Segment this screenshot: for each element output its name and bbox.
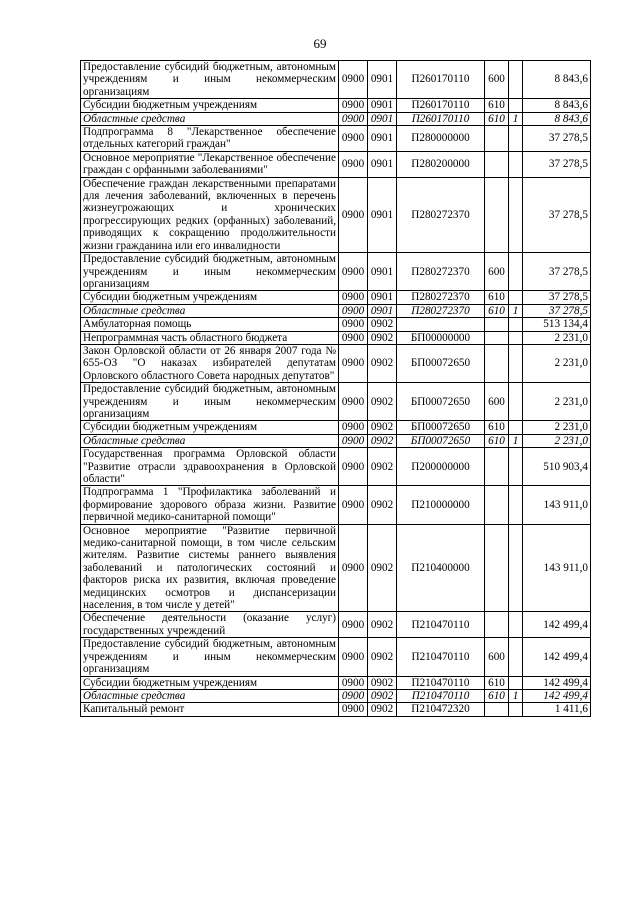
row-target-code-cell: П280272370 (397, 177, 485, 252)
row-section-cell: 0902 (368, 383, 397, 421)
row-amount-cell: 510 903,4 (523, 448, 591, 486)
row-section-cell: 0902 (368, 703, 397, 716)
row-amount-cell: 37 278,5 (523, 253, 591, 291)
row-name-cell: Субсидии бюджетным учреждениям (81, 676, 339, 689)
row-ved-cell: 0900 (339, 703, 368, 716)
row-name-cell: Закон Орловской области от 26 января 2007 года № 655-ОЗ "О наказах избирателей депутатам Орловского областного Совета народных депутатов" (81, 344, 339, 382)
row-target-code-cell: П280272370 (397, 253, 485, 291)
row-ved-cell: 0900 (339, 434, 368, 447)
row-source-cell: 1 (509, 304, 523, 317)
table-row (81, 291, 591, 304)
row-ved-cell: 0900 (339, 676, 368, 689)
row-amount-cell: 513 134,4 (523, 318, 591, 331)
table-row (81, 304, 591, 317)
row-target-code-cell: П210000000 (397, 486, 485, 524)
row-name-cell: Государственная программа Орловской области "Развитие отрасли здравоохранения в Орловской области" (81, 448, 339, 486)
row-name-cell: Предоставление субсидий бюджетным, автономным учреждениям и иным некоммерческим организациям (81, 61, 339, 99)
table-row (81, 486, 591, 524)
row-name-cell: Субсидии бюджетным учреждениям (81, 99, 339, 112)
row-name-cell: Непрограммная часть областного бюджета (81, 331, 339, 344)
row-name-cell: Предоставление субсидий бюджетным, автономным учреждениям и иным некоммерческим организациям (81, 253, 339, 291)
row-expense-type-cell (485, 344, 509, 382)
row-source-cell (509, 151, 523, 177)
row-source-cell (509, 448, 523, 486)
row-section-cell: 0901 (368, 99, 397, 112)
row-name-cell: Областные средства (81, 112, 339, 125)
row-expense-type-cell: 600 (485, 383, 509, 421)
row-section-cell: 0902 (368, 434, 397, 447)
row-source-cell (509, 177, 523, 252)
row-name-cell: Обеспечение граждан лекарственными препаратами для лечения заболеваний, включенных в перечень жизнеугрожающих и хронических прогрессирующих редких (орфанных) заболеваний, приводящих к сокращению продолжительности жизни гражданина или его инвалидности (81, 177, 339, 252)
row-source-cell (509, 344, 523, 382)
row-name-cell: Субсидии бюджетным учреждениям (81, 291, 339, 304)
table-row (81, 112, 591, 125)
row-section-cell: 0902 (368, 612, 397, 638)
row-source-cell (509, 612, 523, 638)
row-ved-cell: 0900 (339, 112, 368, 125)
table-row (81, 421, 591, 434)
row-amount-cell: 37 278,5 (523, 291, 591, 304)
row-amount-cell: 8 843,6 (523, 112, 591, 125)
row-expense-type-cell (485, 703, 509, 716)
row-name-cell: Основное мероприятие "Лекарственное обеспечение граждан с орфанными заболеваниями" (81, 151, 339, 177)
row-ved-cell: 0900 (339, 344, 368, 382)
row-ved-cell: 0900 (339, 99, 368, 112)
row-expense-type-cell (485, 151, 509, 177)
table-row (81, 331, 591, 344)
row-section-cell: 0902 (368, 421, 397, 434)
row-section-cell: 0901 (368, 151, 397, 177)
row-amount-cell: 142 499,4 (523, 612, 591, 638)
row-amount-cell: 143 911,0 (523, 486, 591, 524)
table-row (81, 253, 591, 291)
row-expense-type-cell (485, 612, 509, 638)
row-target-code-cell: П260170110 (397, 61, 485, 99)
row-name-cell: Областные средства (81, 304, 339, 317)
row-ved-cell: 0900 (339, 421, 368, 434)
row-ved-cell: 0900 (339, 126, 368, 152)
page-number: 69 (313, 36, 327, 51)
table-row (81, 434, 591, 447)
table-row (81, 151, 591, 177)
row-target-code-cell: П200000000 (397, 448, 485, 486)
row-section-cell: 0901 (368, 126, 397, 152)
row-name-cell: Предоставление субсидий бюджетным, автономным учреждениям и иным некоммерческим организациям (81, 383, 339, 421)
row-source-cell (509, 486, 523, 524)
row-amount-cell: 2 231,0 (523, 331, 591, 344)
row-amount-cell: 2 231,0 (523, 434, 591, 447)
row-amount-cell: 143 911,0 (523, 524, 591, 612)
row-expense-type-cell: 610 (485, 689, 509, 702)
table-row (81, 383, 591, 421)
row-amount-cell: 37 278,5 (523, 304, 591, 317)
row-section-cell: 0902 (368, 344, 397, 382)
row-ved-cell: 0900 (339, 383, 368, 421)
row-name-cell: Субсидии бюджетным учреждениям (81, 421, 339, 434)
row-ved-cell: 0900 (339, 61, 368, 99)
row-ved-cell: 0900 (339, 448, 368, 486)
row-source-cell: 1 (509, 689, 523, 702)
row-section-cell: 0902 (368, 524, 397, 612)
row-ved-cell: 0900 (339, 177, 368, 252)
row-target-code-cell: П280200000 (397, 151, 485, 177)
row-amount-cell: 142 499,4 (523, 689, 591, 702)
row-target-code-cell: П210470110 (397, 638, 485, 676)
row-expense-type-cell: 610 (485, 434, 509, 447)
row-ved-cell: 0900 (339, 331, 368, 344)
row-target-code-cell: П280272370 (397, 291, 485, 304)
row-target-code-cell: БП00072650 (397, 434, 485, 447)
row-ved-cell: 0900 (339, 638, 368, 676)
row-section-cell: 0902 (368, 486, 397, 524)
row-expense-type-cell: 600 (485, 61, 509, 99)
row-amount-cell: 8 843,6 (523, 99, 591, 112)
table-row (81, 676, 591, 689)
row-expense-type-cell: 600 (485, 638, 509, 676)
budget-table (80, 60, 591, 717)
row-target-code-cell (397, 318, 485, 331)
row-name-cell: Обеспечение деятельности (оказание услуг) государственных учреждений (81, 612, 339, 638)
row-source-cell (509, 331, 523, 344)
table-row (81, 177, 591, 252)
row-ved-cell: 0900 (339, 253, 368, 291)
row-expense-type-cell (485, 177, 509, 252)
row-section-cell: 0902 (368, 318, 397, 331)
row-expense-type-cell: 610 (485, 291, 509, 304)
budget-table-body (81, 61, 591, 717)
row-section-cell: 0901 (368, 177, 397, 252)
row-name-cell: Областные средства (81, 689, 339, 702)
row-amount-cell: 37 278,5 (523, 151, 591, 177)
row-expense-type-cell: 610 (485, 421, 509, 434)
row-ved-cell: 0900 (339, 291, 368, 304)
row-name-cell: Основное мероприятие "Развитие первичной медико-санитарной помощи, в том числе сельским жителям. Развитие системы раннего выявления заболеваний и патологических состояний и факторов риска их развития, включая проведение медицинских осмотров и диспансеризации населения, в том числе у детей" (81, 524, 339, 612)
row-name-cell: Амбулаторная помощь (81, 318, 339, 331)
row-ved-cell: 0900 (339, 612, 368, 638)
row-target-code-cell: П210470110 (397, 689, 485, 702)
table-row (81, 344, 591, 382)
row-expense-type-cell: 610 (485, 112, 509, 125)
row-expense-type-cell (485, 448, 509, 486)
row-target-code-cell: П280000000 (397, 126, 485, 152)
row-section-cell: 0901 (368, 304, 397, 317)
row-target-code-cell: П260170110 (397, 112, 485, 125)
row-section-cell: 0902 (368, 448, 397, 486)
row-amount-cell: 142 499,4 (523, 676, 591, 689)
row-expense-type-cell: 610 (485, 99, 509, 112)
row-section-cell: 0902 (368, 638, 397, 676)
row-amount-cell: 2 231,0 (523, 421, 591, 434)
row-section-cell: 0902 (368, 331, 397, 344)
table-row (81, 638, 591, 676)
row-expense-type-cell: 610 (485, 676, 509, 689)
row-target-code-cell: БП00072650 (397, 344, 485, 382)
row-amount-cell: 142 499,4 (523, 638, 591, 676)
row-expense-type-cell (485, 331, 509, 344)
table-row (81, 61, 591, 99)
row-target-code-cell: П210472320 (397, 703, 485, 716)
row-source-cell (509, 383, 523, 421)
row-source-cell: 1 (509, 434, 523, 447)
row-target-code-cell: П260170110 (397, 99, 485, 112)
row-source-cell (509, 253, 523, 291)
row-name-cell: Предоставление субсидий бюджетным, автономным учреждениям и иным некоммерческим организациям (81, 638, 339, 676)
table-row (81, 318, 591, 331)
row-target-code-cell: П210400000 (397, 524, 485, 612)
row-target-code-cell: БП00072650 (397, 421, 485, 434)
row-source-cell (509, 99, 523, 112)
row-amount-cell: 1 411,6 (523, 703, 591, 716)
row-target-code-cell: БП00072650 (397, 383, 485, 421)
row-name-cell: Капитальный ремонт (81, 703, 339, 716)
row-source-cell (509, 524, 523, 612)
table-row (81, 703, 591, 716)
row-name-cell: Подпрограмма 1 "Профилактика заболеваний и формирование здорового образа жизни. Развитие первичной медико-санитарной помощи" (81, 486, 339, 524)
row-source-cell: 1 (509, 112, 523, 125)
row-source-cell (509, 291, 523, 304)
row-source-cell (509, 676, 523, 689)
row-section-cell: 0902 (368, 689, 397, 702)
row-source-cell (509, 318, 523, 331)
row-target-code-cell: БП00000000 (397, 331, 485, 344)
row-section-cell: 0901 (368, 253, 397, 291)
row-target-code-cell: П210470110 (397, 676, 485, 689)
row-target-code-cell: П280272370 (397, 304, 485, 317)
row-target-code-cell: П210470110 (397, 612, 485, 638)
row-source-cell (509, 638, 523, 676)
row-ved-cell: 0900 (339, 318, 368, 331)
row-amount-cell: 2 231,0 (523, 344, 591, 382)
row-source-cell (509, 421, 523, 434)
table-row (81, 524, 591, 612)
row-ved-cell: 0900 (339, 486, 368, 524)
row-amount-cell: 8 843,6 (523, 61, 591, 99)
table-row (81, 99, 591, 112)
row-ved-cell: 0900 (339, 524, 368, 612)
row-expense-type-cell: 610 (485, 304, 509, 317)
table-row (81, 612, 591, 638)
row-amount-cell: 2 231,0 (523, 383, 591, 421)
row-ved-cell: 0900 (339, 304, 368, 317)
table-row (81, 126, 591, 152)
row-amount-cell: 37 278,5 (523, 126, 591, 152)
row-section-cell: 0901 (368, 61, 397, 99)
row-expense-type-cell (485, 318, 509, 331)
row-name-cell: Подпрограмма 8 "Лекарственное обеспечение отдельных категорий граждан" (81, 126, 339, 152)
row-expense-type-cell (485, 126, 509, 152)
row-ved-cell: 0900 (339, 151, 368, 177)
row-section-cell: 0901 (368, 112, 397, 125)
row-expense-type-cell (485, 486, 509, 524)
row-amount-cell: 37 278,5 (523, 177, 591, 252)
row-expense-type-cell: 600 (485, 253, 509, 291)
table-row (81, 448, 591, 486)
row-source-cell (509, 703, 523, 716)
table-row (81, 689, 591, 702)
row-section-cell: 0902 (368, 676, 397, 689)
row-source-cell (509, 61, 523, 99)
row-expense-type-cell (485, 524, 509, 612)
row-name-cell: Областные средства (81, 434, 339, 447)
row-source-cell (509, 126, 523, 152)
row-section-cell: 0901 (368, 291, 397, 304)
row-ved-cell: 0900 (339, 689, 368, 702)
